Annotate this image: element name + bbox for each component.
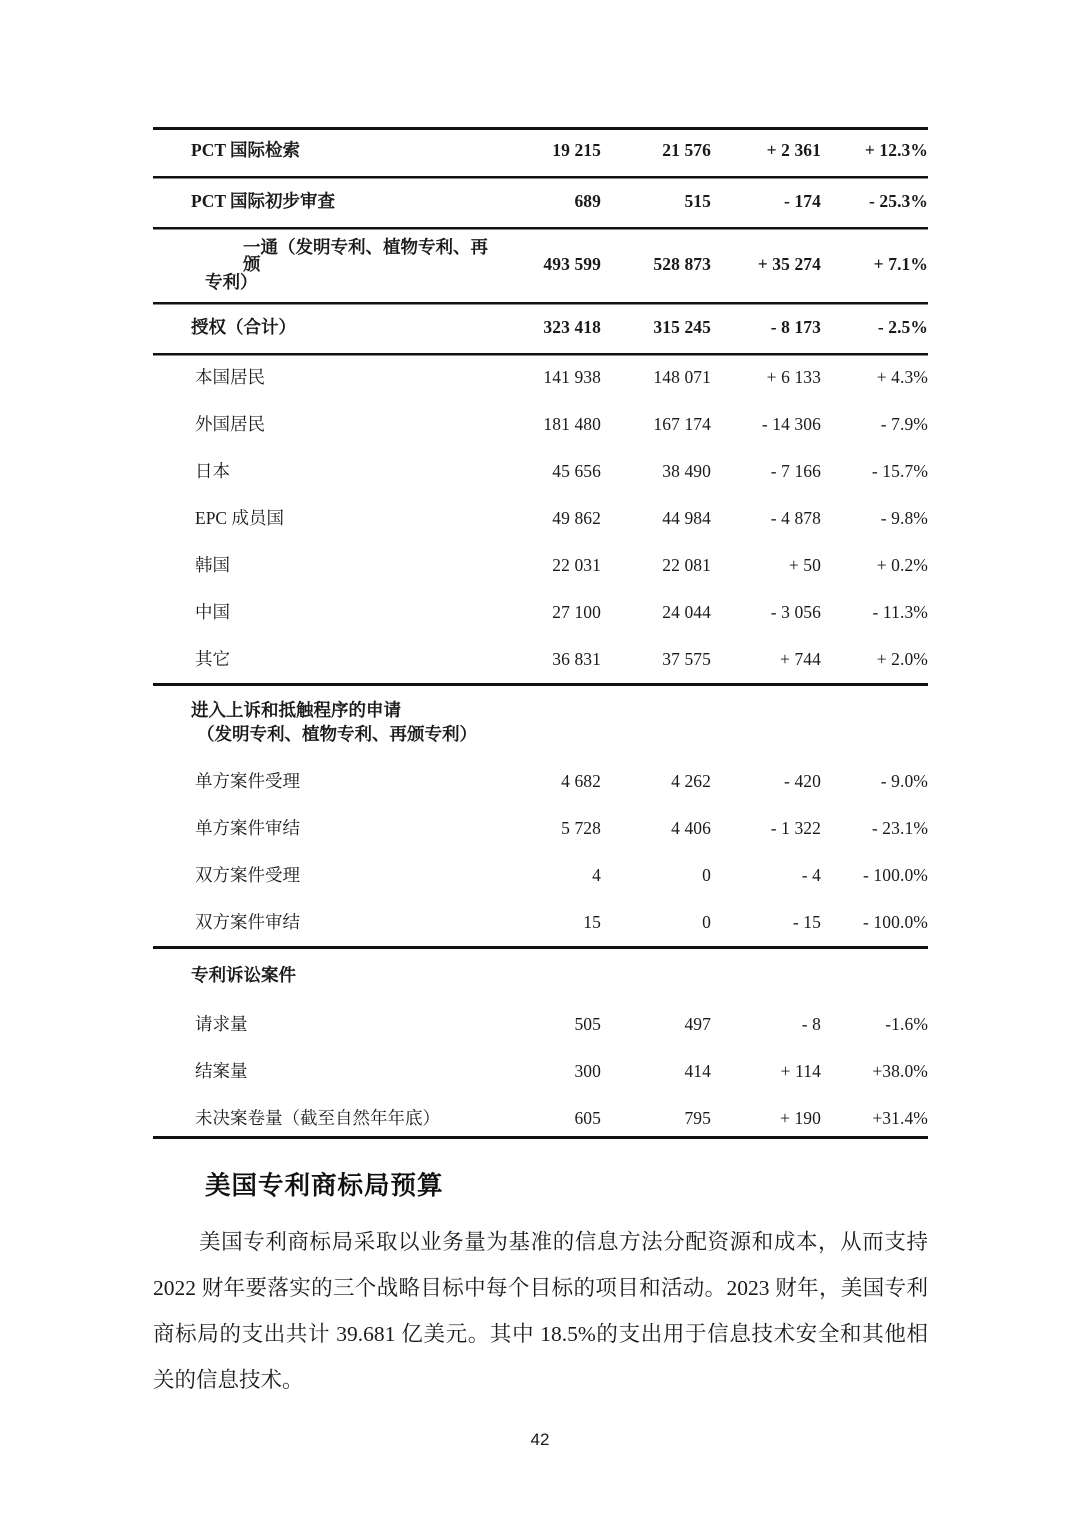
row-value-1: 689 xyxy=(491,177,601,228)
row-label: 本国居民 xyxy=(153,354,491,402)
row-value-4: -1.6% xyxy=(885,1013,928,1034)
table-row xyxy=(153,1001,928,1048)
row-value-3: + 35 274 xyxy=(711,228,821,303)
row-value-4: + 7.1% xyxy=(821,228,928,303)
row-value-4: + 0.2% xyxy=(876,554,928,575)
row-label: 请求量 xyxy=(195,1013,248,1034)
table-bottom-border xyxy=(153,1136,928,1139)
row-value-4: - 25.3% xyxy=(821,177,928,228)
table-row xyxy=(153,177,928,228)
row-label: 未决案卷量（截至自然年年底） xyxy=(195,1107,440,1128)
table-section-header xyxy=(153,685,928,759)
table-row xyxy=(153,495,928,542)
row-value-4: + 12.3% xyxy=(864,140,928,161)
row-value-3: - 420 xyxy=(784,770,821,791)
section-header-line2: （发明专利、植物专利、再颁专利） xyxy=(197,724,477,744)
row-value-1: 15 xyxy=(583,911,601,932)
row-value-1: 27 100 xyxy=(552,601,601,622)
table-row xyxy=(153,542,928,589)
row-value-1: 45 656 xyxy=(552,460,601,481)
row-label: PCT 国际初步审查 xyxy=(153,177,491,228)
row-value-1: 505 xyxy=(574,1013,601,1034)
section-header-label xyxy=(153,685,928,759)
row-value-3: - 7 166 xyxy=(770,460,821,481)
row-value-3: - 15 xyxy=(792,911,821,932)
table-row xyxy=(153,228,928,303)
row-value-2: 795 xyxy=(684,1107,711,1128)
table-row xyxy=(153,1095,928,1142)
row-value-3: + 114 xyxy=(780,1060,821,1081)
row-value-4: - 7.9% xyxy=(880,413,928,434)
row-value-2: 0 xyxy=(702,864,711,885)
row-label-line1: 一通（发明专利、植物专利、再颁 xyxy=(243,236,488,275)
row-label: 双方案件审结 xyxy=(195,911,300,932)
row-value-2: 497 xyxy=(684,1013,711,1034)
row-value-2: 38 490 xyxy=(662,460,711,481)
table-row xyxy=(153,805,928,852)
row-label: EPC 成员国 xyxy=(195,507,284,528)
row-value-4: - 15.7% xyxy=(871,460,928,481)
row-value-4: - 11.3% xyxy=(872,601,928,622)
row-value-3: - 4 xyxy=(801,864,821,885)
row-value-4: - 9.0% xyxy=(880,770,928,791)
row-value-4: +38.0% xyxy=(872,1060,928,1081)
row-label: PCT 国际检索 xyxy=(191,140,301,161)
row-value-3: + 2 361 xyxy=(766,140,821,161)
table-row xyxy=(153,589,928,636)
row-value-4: - 100.0% xyxy=(863,864,928,885)
row-value-3: + 744 xyxy=(780,648,821,669)
table-row xyxy=(153,448,928,495)
row-value-2: 414 xyxy=(684,1060,711,1081)
row-value-2: 515 xyxy=(601,177,711,228)
row-value-1: 493 599 xyxy=(491,228,601,303)
row-value-1: 300 xyxy=(574,1060,601,1081)
page-number: 42 xyxy=(530,1430,550,1449)
row-value-3: - 3 056 xyxy=(770,601,821,622)
row-value-4: +31.4% xyxy=(872,1107,928,1128)
table-row xyxy=(153,303,928,354)
body-paragraph: 美国专利商标局采取以业务量为基准的信息方法分配资源和成本，从而支持 2022 财年要落实的三个战略目标中每个目标的项目和活动。2023 财年，美国专利商标局的支出共计 39.681 亿美元。其中 18.5%的支出用于信息技术安全和其他相关的信息技术。 xyxy=(153,1229,928,1392)
row-value-3: + 6 133 xyxy=(711,354,821,402)
row-value-1: 5 728 xyxy=(561,817,601,838)
row-label-line2: 专利） xyxy=(205,271,258,292)
row-label: 单方案件受理 xyxy=(195,770,300,791)
row-value-3: - 8 xyxy=(801,1013,821,1034)
row-label: 日本 xyxy=(195,460,230,481)
table-row xyxy=(153,401,928,448)
table-row xyxy=(153,636,928,685)
table-section-header xyxy=(153,948,928,1002)
row-value-2: 315 245 xyxy=(601,303,711,354)
row-value-2: 4 262 xyxy=(671,770,711,791)
row-value-2: 21 576 xyxy=(662,140,711,161)
row-value-2: 4 406 xyxy=(671,817,711,838)
row-value-3: + 50 xyxy=(788,554,821,575)
row-label: 韩国 xyxy=(195,554,230,575)
row-value-3: + 190 xyxy=(780,1107,821,1128)
row-value-2: 167 174 xyxy=(653,413,711,434)
row-value-1: 141 938 xyxy=(491,354,601,402)
row-value-3: - 8 173 xyxy=(711,303,821,354)
row-value-1: 22 031 xyxy=(552,554,601,575)
row-value-4: - 9.8% xyxy=(880,507,928,528)
row-value-1: 181 480 xyxy=(543,413,601,434)
row-value-2: 37 575 xyxy=(662,648,711,669)
page-title: 美国专利商标局预算 xyxy=(205,1171,444,1201)
row-value-2: 0 xyxy=(702,911,711,932)
table-row xyxy=(153,1048,928,1095)
row-label: 双方案件受理 xyxy=(195,864,300,885)
table-body xyxy=(153,126,928,1142)
section-header-label: 专利诉讼案件 xyxy=(153,948,928,1002)
row-label: 结案量 xyxy=(195,1060,248,1081)
row-value-4: - 23.1% xyxy=(871,817,928,838)
table-row xyxy=(153,126,928,177)
row-label: 授权（合计） xyxy=(153,303,491,354)
row-value-1: 323 418 xyxy=(491,303,601,354)
row-value-4: + 2.0% xyxy=(876,648,928,669)
row-value-3: - 1 322 xyxy=(770,817,821,838)
row-value-4: - 2.5% xyxy=(821,303,928,354)
row-label: 外国居民 xyxy=(195,413,265,434)
row-value-3: - 174 xyxy=(711,177,821,228)
patent-statistics-table xyxy=(153,126,928,1142)
row-label: 中国 xyxy=(195,601,230,622)
row-label: 其它 xyxy=(195,648,230,669)
row-value-1: 19 215 xyxy=(552,140,601,161)
table-row xyxy=(153,354,928,402)
row-value-1: 605 xyxy=(574,1107,601,1128)
table-row xyxy=(153,758,928,805)
row-value-1: 4 682 xyxy=(561,770,601,791)
table-row xyxy=(153,852,928,899)
row-value-2: 22 081 xyxy=(662,554,711,575)
table-row xyxy=(153,899,928,948)
row-value-1: 36 831 xyxy=(552,648,601,669)
row-label: 单方案件审结 xyxy=(195,817,300,838)
row-value-3: - 14 306 xyxy=(761,413,821,434)
section-header-line1: 进入上诉和抵触程序的申请 xyxy=(191,699,401,720)
row-value-2: 148 071 xyxy=(601,354,711,402)
row-value-3: - 4 878 xyxy=(770,507,821,528)
row-value-2: 24 044 xyxy=(662,601,711,622)
row-value-2: 528 873 xyxy=(601,228,711,303)
row-value-4: - 100.0% xyxy=(863,911,928,932)
row-value-2: 44 984 xyxy=(662,507,711,528)
row-value-4: + 4.3% xyxy=(821,354,928,402)
row-value-1: 4 xyxy=(592,864,601,885)
row-label xyxy=(153,228,491,303)
row-value-1: 49 862 xyxy=(552,507,601,528)
